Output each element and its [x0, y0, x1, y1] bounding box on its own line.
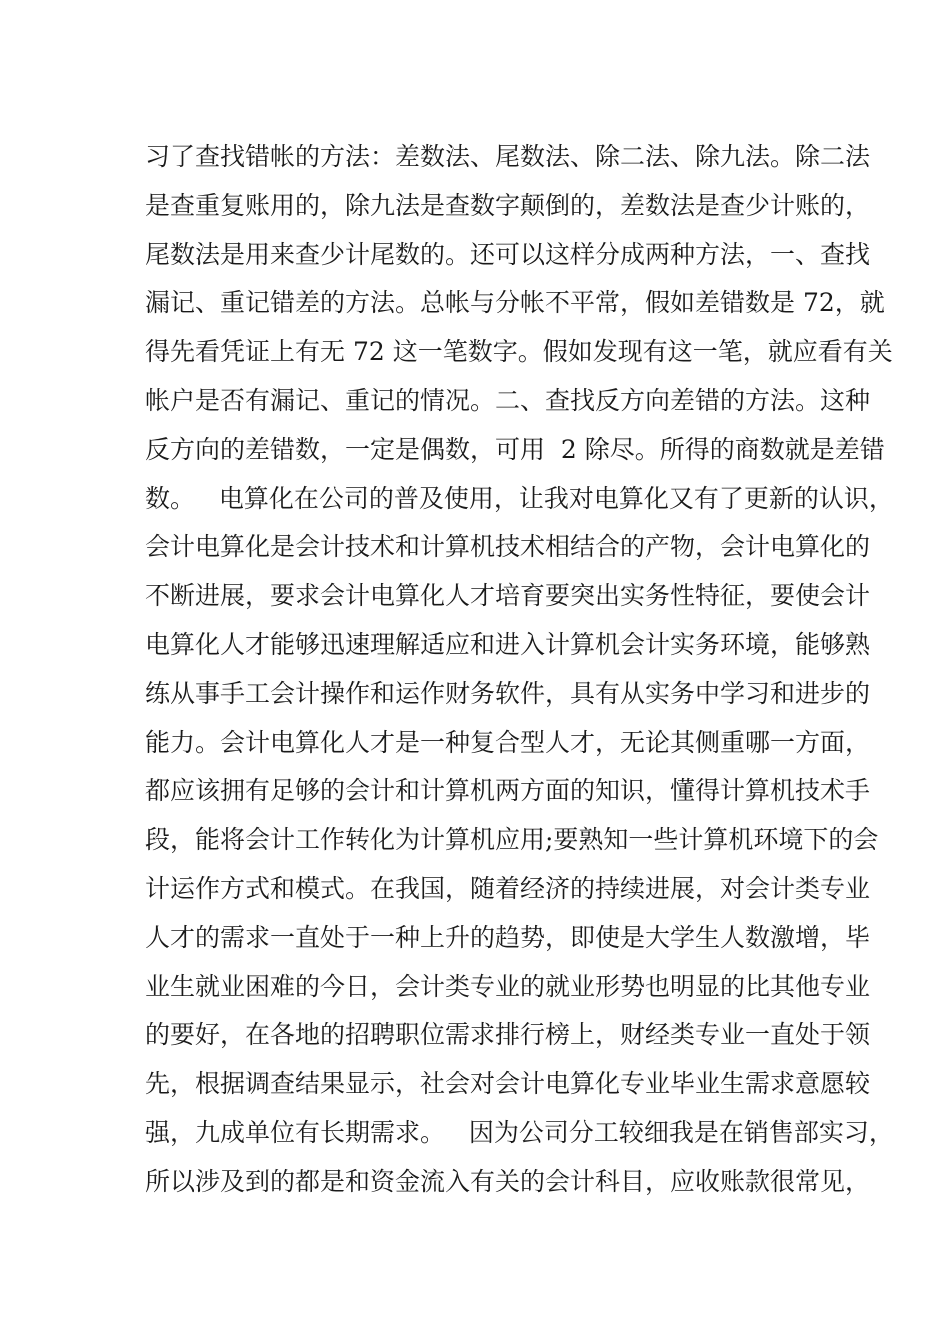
text-line: 强，九成单位有长期需求。 因为公司分工较细我是在销售部实习， [145, 1117, 894, 1147]
text-line: 电算化人才能够迅速理解适应和进入计算机会计实务环境，能够熟 [145, 629, 871, 659]
text-line: 都应该拥有足够的会计和计算机两方面的知识，懂得计算机技术手 [145, 776, 871, 806]
text-line: 帐户是否有漏记、重记的情况。二、查找反方向差错的方法。这种 [145, 385, 871, 415]
text-line: 习了查找错帐的方法：差数法、尾数法、除二法、除九法。除二法 [145, 142, 871, 171]
text-line: 尾数法是用来查少计尾数的。还可以这样分成两种方法，一、查找 [145, 239, 871, 269]
text-line: 练从事手工会计操作和运作财务软件，具有从实务中学习和进步的 [145, 678, 871, 708]
text-line: 的要好，在各地的招聘职位需求排行榜上，财经类专业一直处于领 [145, 1020, 871, 1050]
text-line: 先，根据调查结果显示，社会对会计电算化专业毕业生需求意愿较 [145, 1069, 871, 1099]
text-line: 能力。会计电算化人才是一种复合型人才，无论其侧重哪一方面， [145, 727, 871, 757]
text-line: 反方向的差错数，一定是偶数，可用 2 除尽。所得的商数就是差错 [145, 434, 885, 464]
text-line: 不断进展，要求会计电算化人才培育要突出实务性特征，要使会计 [145, 581, 871, 611]
body-text [145, 133, 894, 1207]
text-line: 会计电算化是会计技术和计算机技术相结合的产物，会计电算化的 [145, 532, 871, 562]
text-line: 是查重复账用的，除九法是查数字颠倒的，差数法是查少计账的， [145, 190, 871, 220]
text-line: 计运作方式和模式。在我国，随着经济的持续进展，对会计类专业 [145, 873, 871, 903]
text-line: 人才的需求一直处于一种上升的趋势，即使是大学生人数激增，毕 [145, 922, 871, 952]
text-line: 数。 电算化在公司的普及使用，让我对电算化又有了更新的认识， [145, 483, 894, 513]
text-line: 段，能将会计工作转化为计算机应用;要熟知一些计算机环境下的会 [145, 825, 879, 855]
text-line: 所以涉及到的都是和资金流入有关的会计科目，应收账款很常见， [145, 1166, 871, 1196]
text-line: 漏记、重记错差的方法。总帐与分帐不平常，假如差错数是 72，就 [145, 288, 885, 318]
text-line: 得先看凭证上有无 72 这一笔数字。假如发现有这一笔，就应看有关 [145, 337, 893, 367]
text-line: 业生就业困难的今日，会计类专业的就业形势也明显的比其他专业 [145, 971, 871, 1001]
